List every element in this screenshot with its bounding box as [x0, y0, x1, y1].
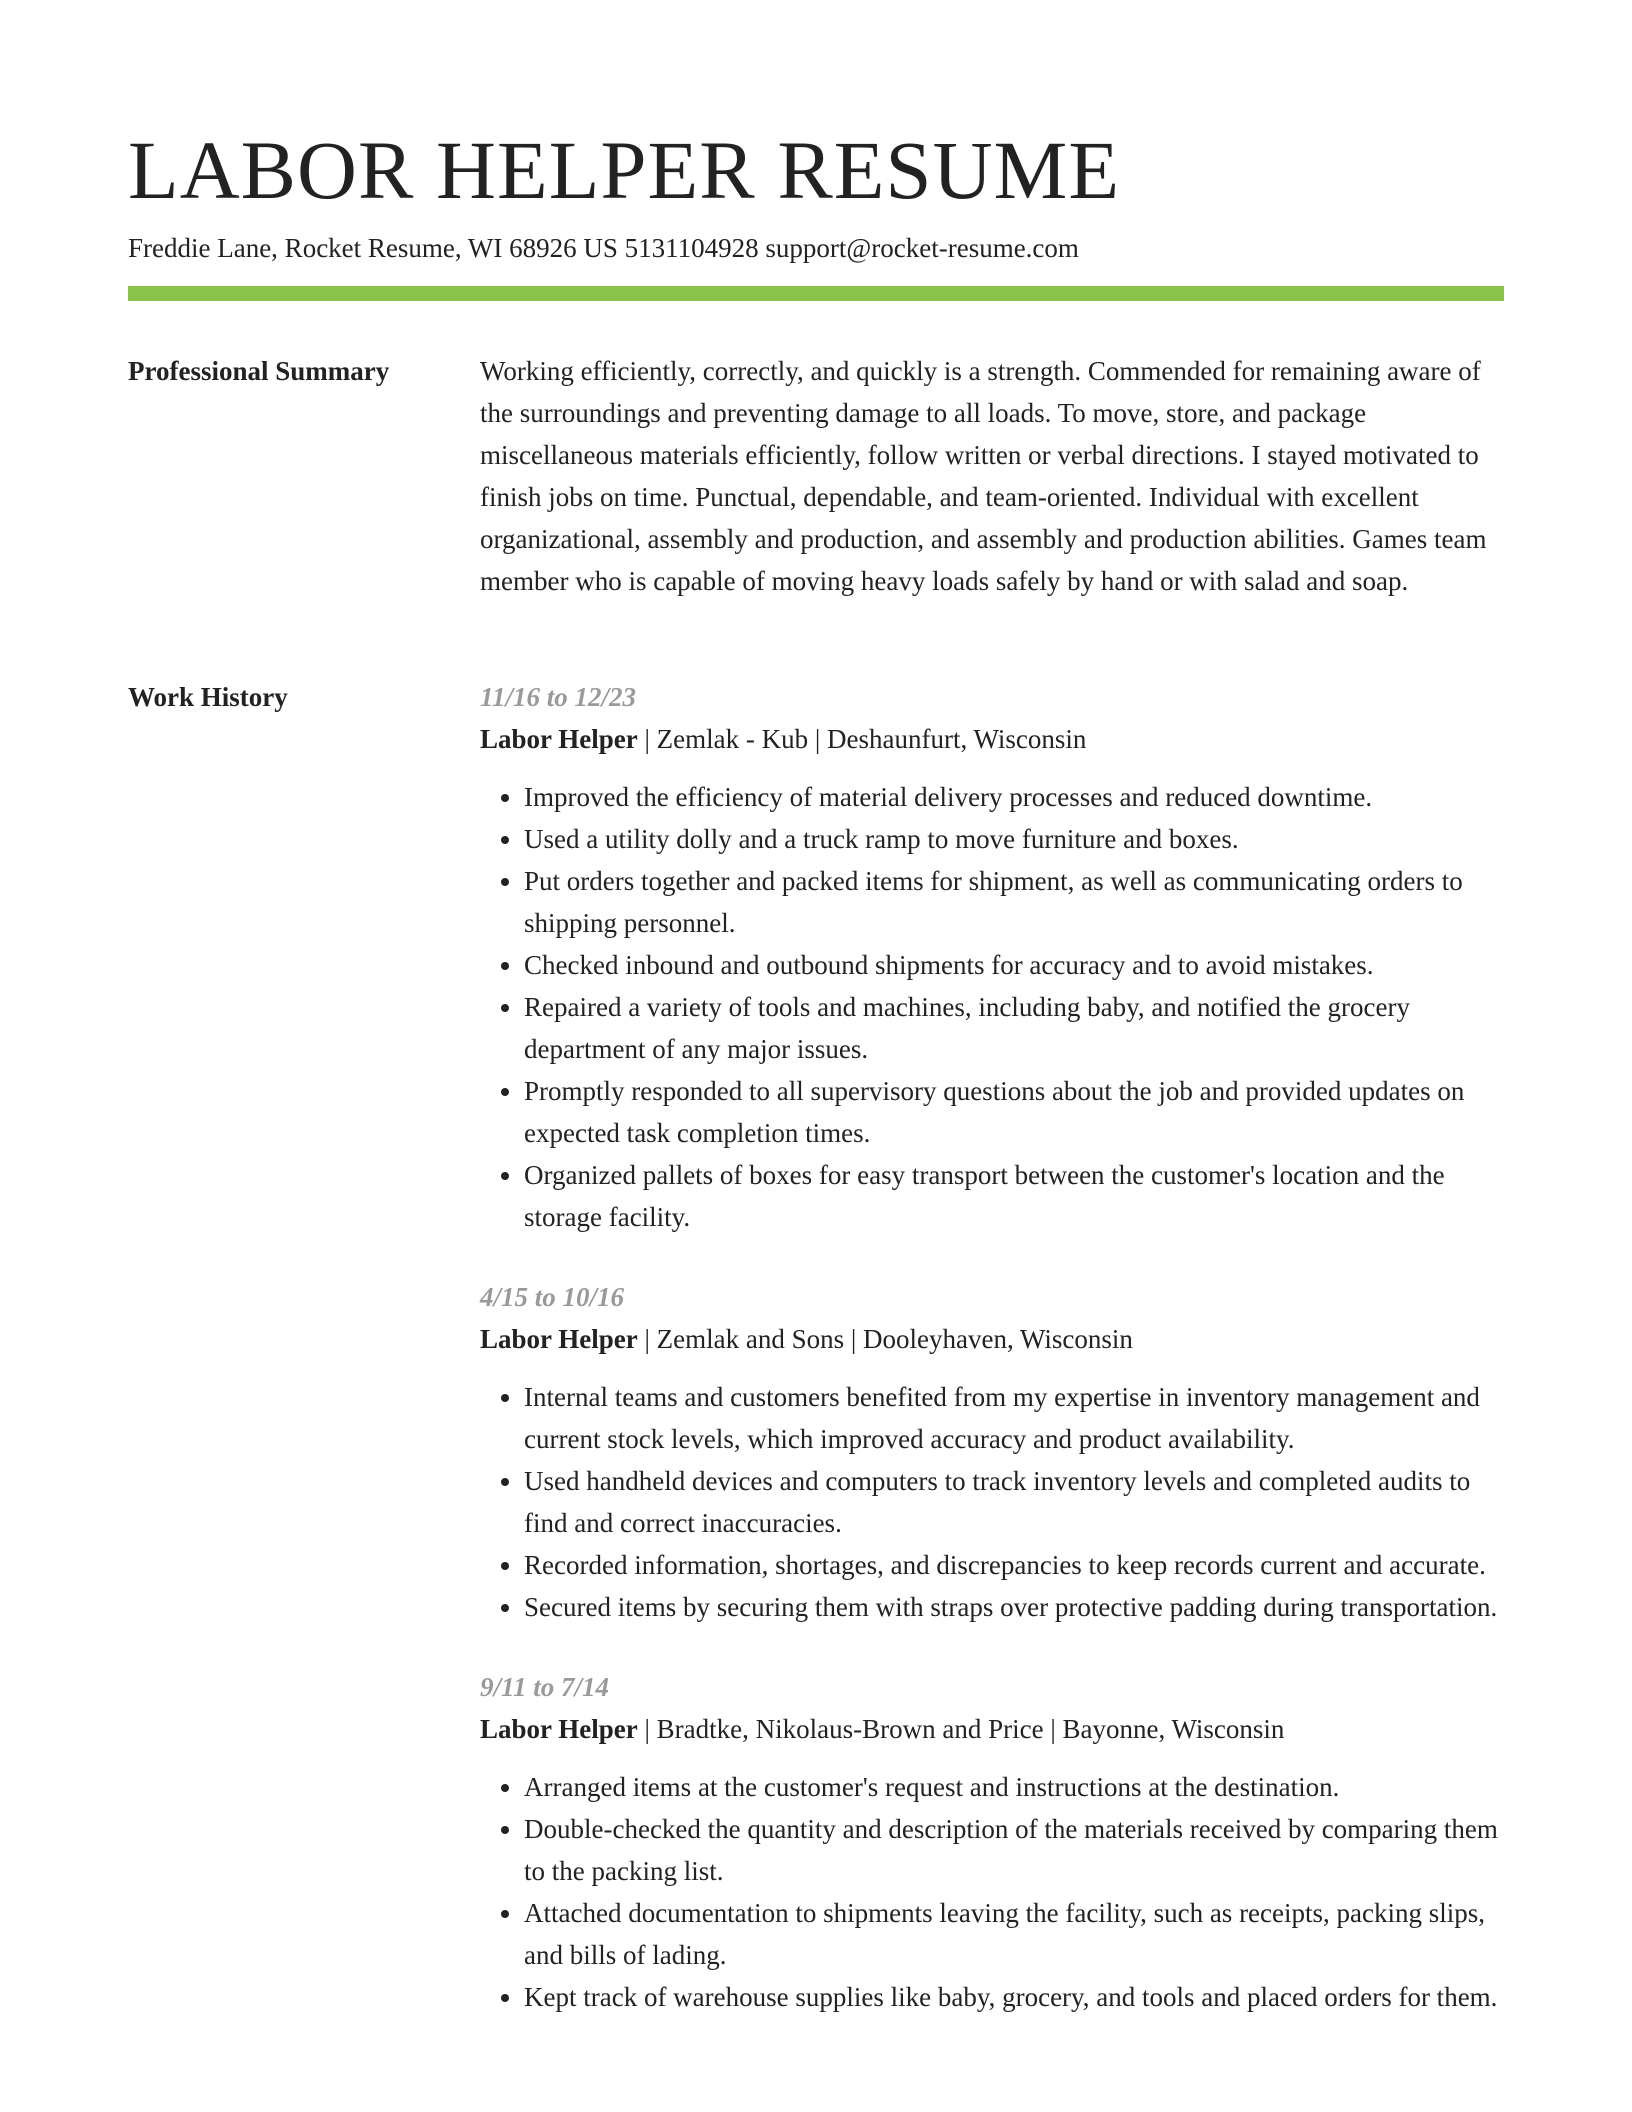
job-bullet: • Double-checked the quantity and description of the materials received by comparing them to the packing list. [524, 1808, 1504, 1892]
job-bullet: • Put orders together and packed items for shipment, as well as communicating orders to shipping personnel. [524, 860, 1504, 944]
job-title-line [480, 1708, 1504, 1750]
job-bullet: • Repaired a variety of tools and machines, including baby, and notified the grocery department of any major issues. [524, 986, 1504, 1070]
job-bullet: • Recorded information, shortages, and discrepancies to keep records current and accurate. [524, 1544, 1504, 1586]
job-bullets [480, 1766, 1504, 2018]
contact-line: Freddie Lane, Rocket Resume, WI 68926 US 5131104928 support@rocket-resume.com [128, 233, 1079, 263]
job-bullet: • Improved the efficiency of material delivery processes and reduced downtime. [524, 776, 1504, 818]
job-title-line [480, 1318, 1504, 1360]
job-bullet: • Organized pallets of boxes for easy transport between the customer's location and the storage facility. [524, 1154, 1504, 1238]
job-title-line [480, 718, 1504, 760]
resume-title: LABOR HELPER RESUME [128, 124, 1121, 216]
job-title: Labor Helper [480, 724, 638, 754]
job-bullet: • Attached documentation to shipments leaving the facility, such as receipts, packing slips, and bills of lading. [524, 1892, 1504, 1976]
job-bullet: • Checked inbound and outbound shipments for accuracy and to avoid mistakes. [524, 944, 1504, 986]
section-label-summary: Professional Summary [128, 356, 390, 386]
summary-text: Working efficiently, correctly, and quickly is a strength. Commended for remaining aware of the surroundings and preventing damage to all loads. To move, store, and package miscellaneous materials efficiently, follow written or verbal directions. I stayed motivated to finish jobs on time. Punctual, dependable, and team-oriented. Individual with excellent organizational, assembly and production, and assembly and production abilities. Games team member who is capable of moving heavy loads safely by hand or with salad and soap. [480, 356, 1487, 596]
job-title: Labor Helper [480, 1714, 638, 1744]
job-bullet: • Used handheld devices and computers to track inventory levels and completed audits to find and correct inaccuracies. [524, 1460, 1504, 1544]
work-history-body [480, 676, 1504, 2056]
job-entry [480, 1666, 1504, 2018]
job-details: | Zemlak - Kub | Deshaunfurt, Wisconsin [637, 724, 1087, 754]
job-dates: 11/16 to 12/23 [480, 682, 637, 712]
job-bullet: • Secured items by securing them with straps over protective padding during transportation. [524, 1586, 1504, 1628]
job-bullets [480, 776, 1504, 1238]
job-bullet: • Promptly responded to all supervisory questions about the job and provided updates on expected task completion times. [524, 1070, 1504, 1154]
job-title: Labor Helper [480, 1324, 638, 1354]
job-details: | Bradtke, Nikolaus-Brown and Price | Bayonne, Wisconsin [637, 1714, 1285, 1744]
job-entry [480, 676, 1504, 1238]
job-dates: 9/11 to 7/14 [480, 1672, 610, 1702]
header-divider [128, 286, 1504, 301]
job-bullet: • Used a utility dolly and a truck ramp to move furniture and boxes. [524, 818, 1504, 860]
section-label-work-history: Work History [128, 682, 288, 712]
job-bullet: • Arranged items at the customer's request and instructions at the destination. [524, 1766, 1504, 1808]
summary-body [480, 350, 1504, 602]
job-bullet: • Internal teams and customers benefited from my expertise in inventory management and current stock levels, which improved accuracy and product availability. [524, 1376, 1504, 1460]
job-dates: 4/15 to 10/16 [480, 1282, 625, 1312]
job-bullet: • Kept track of warehouse supplies like baby, grocery, and tools and placed orders for them. [524, 1976, 1504, 2018]
job-details: | Zemlak and Sons | Dooleyhaven, Wisconsin [637, 1324, 1133, 1354]
job-bullets [480, 1376, 1504, 1628]
job-entry [480, 1276, 1504, 1628]
